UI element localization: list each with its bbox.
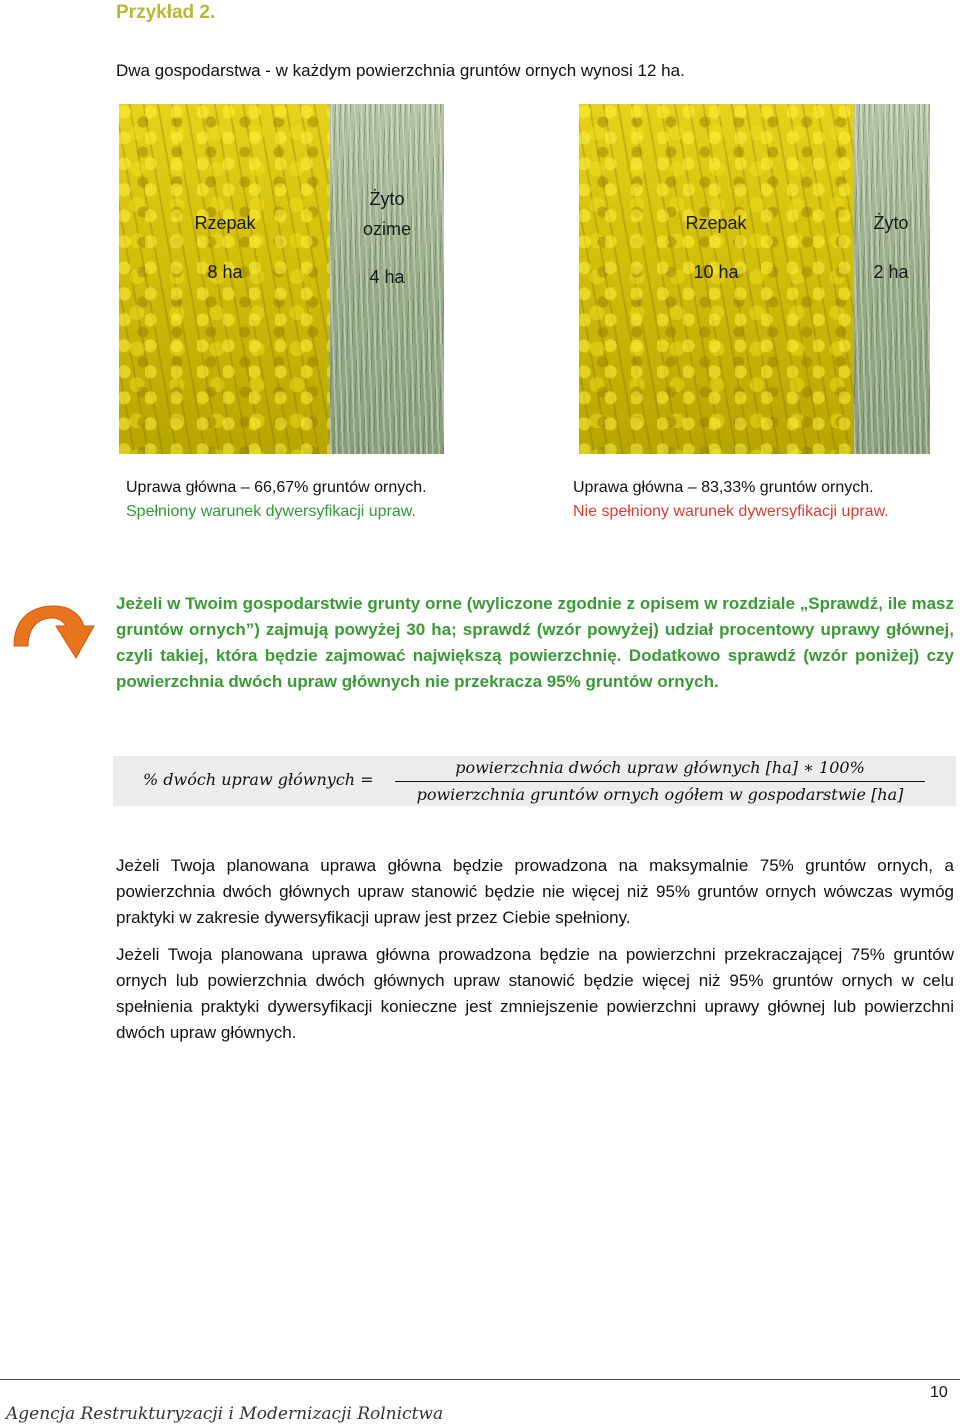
caption-left xyxy=(126,476,427,524)
crop-area-rapeseed-left: 8 ha xyxy=(207,262,243,282)
caption-right xyxy=(573,476,889,524)
example-intro: Dwa gospodarstwa - w każdym powierzchnia gruntów ornych wynosi 12 ha. xyxy=(116,61,685,80)
crop-label-rye-left-line2: ozime xyxy=(362,219,412,239)
footer-divider xyxy=(0,1379,960,1380)
formula-numerator: powierzchnia dwóch upraw głównych [ha] ∗ 100% xyxy=(455,758,865,777)
crop-area-rapeseed-right: 10 ha xyxy=(693,262,739,282)
paragraph-requirement-not-met: Jeżeli Twoja planowana uprawa główna prowadzona będzie na powierzchni przekraczającej 75% gruntów ornych lub powierzchnia dwóch głównych upraw stanowić będzie więcej niż 95% gruntów ornych w celu spełnienia praktyki dywersyfikacji konieczne jest zmniejszenie powierzchni uprawy głównej lub powierzchni dwóch upraw głównych. xyxy=(116,945,954,1042)
paragraph-requirement-met: Jeżeli Twoja planowana uprawa główna będzie prowadzona na maksymalnie 75% gruntów ornych, a powierzchnia dwóch głównych upraw stanowić będzie nie więcej niż 95% gruntów ornych wówczas wymóg praktyki w zakresie dywersyfikacji upraw jest przez Ciebie spełniony. xyxy=(116,856,954,927)
fraction-bar xyxy=(395,781,925,782)
caption-left-line1: Uprawa główna – 66,67% gruntów ornych. xyxy=(126,479,427,496)
formula-box xyxy=(113,756,956,806)
crop-label-rye-right: Żyto xyxy=(873,213,909,233)
crop-label-rye-left-line1: Żyto xyxy=(369,189,405,209)
crop-area-rye-left: 4 ha xyxy=(369,267,405,287)
crop-label-rapeseed-right: Rzepak xyxy=(685,213,747,233)
curved-arrow-icon xyxy=(10,600,98,664)
diversification-note: Jeżeli w Twoim gospodarstwie grunty orne (wyliczone zgodnie z opisem w rozdziale „Sprawdź, ile masz gruntów ornych”) zajmują powyżej 30 ha; sprawdź (wzór powyżej) udział procentowy uprawy głównej, czyli takiej, która będzie zajmować największą powierzchnię. Dodatkowo sprawdź (wzór poniżej) czy powierzchnia dwóch upraw głównych nie przekracza 95% gruntów ornych. xyxy=(116,594,954,691)
page-number: 10 xyxy=(930,1384,948,1401)
formula-fraction xyxy=(395,756,925,807)
formula-lhs: % dwóch upraw głównych = xyxy=(143,770,374,789)
caption-left-status: Spełniony warunek dywersyfikacji upraw. xyxy=(126,503,416,520)
crop-area-rye-right: 2 ha xyxy=(873,262,909,282)
footer-agency-name: Agencja Restrukturyzacji i Modernizacji Rolnictwa xyxy=(6,1404,444,1424)
formula-denominator: powierzchnia gruntów ornych ogółem w gospodarstwie [ha] xyxy=(416,785,904,804)
caption-right-line1: Uprawa główna – 83,33% gruntów ornych. xyxy=(573,479,874,496)
example-heading: Przykład 2. xyxy=(116,2,216,23)
crop-label-rapeseed-left: Rzepak xyxy=(194,213,256,233)
caption-right-status: Nie spełniony warunek dywersyfikacji upraw. xyxy=(573,503,889,520)
